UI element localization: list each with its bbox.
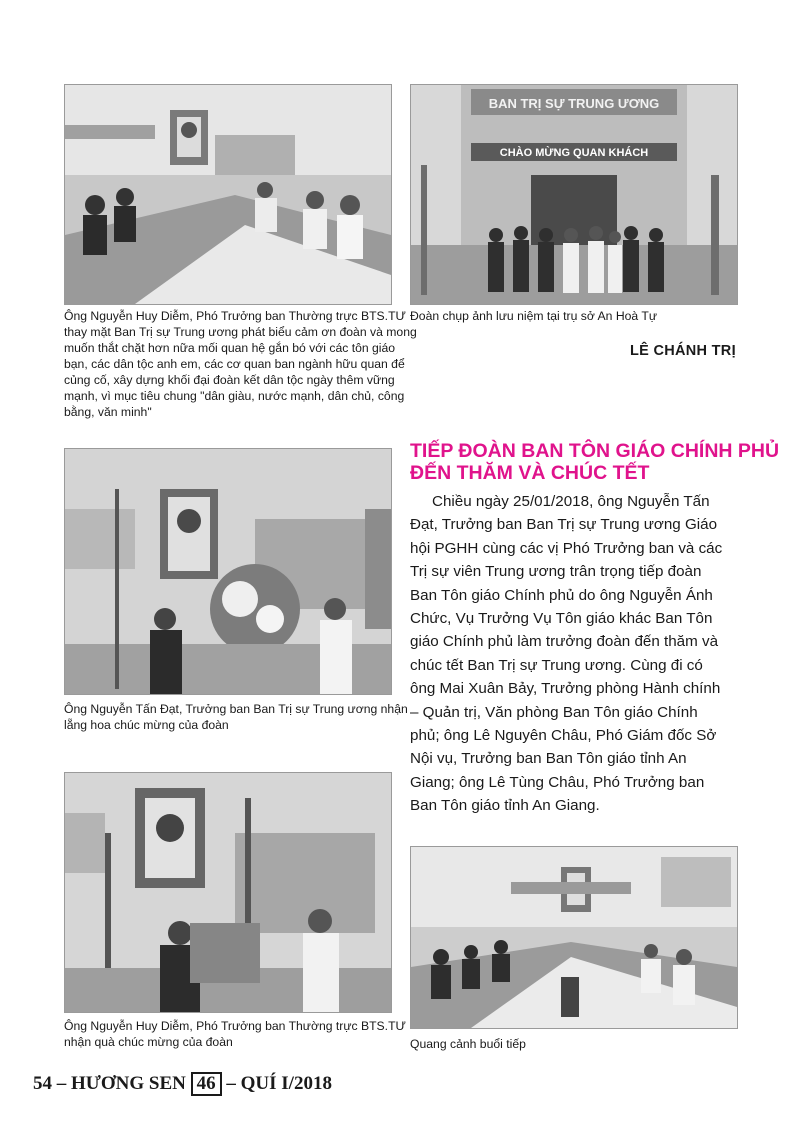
quarter-label: – QUÍ I/2018: [226, 1073, 332, 1094]
caption-flower-basket: Ông Nguyễn Tấn Đạt, Trưởng ban Ban Trị sự Trung ương nhận lẵng hoa chúc mừng của đoàn: [64, 702, 408, 732]
issue-number: 46: [191, 1072, 222, 1096]
caption-gift-presentation: Ông Nguyễn Huy Diễm, Phó Trưởng ban Thường trực BTS.TƯ nhận quà chúc mừng của đoàn: [64, 1019, 406, 1049]
gift-presentation-photo: [64, 772, 392, 1013]
page-number: 54: [33, 1073, 52, 1094]
caption-group-photo: Đoàn chụp ảnh lưu niệm tại trụ sở An Hoà Tự: [410, 309, 657, 323]
caption-reception-scene: Quang cảnh buổi tiếp: [410, 1037, 526, 1051]
page-footer: [33, 1072, 332, 1096]
article-body: Chiều ngày 25/01/2018, ông Nguyễn Tấn Đạt, Trưởng ban Ban Trị sự Trung ương Giáo hội PGHH cùng các vị Phó Trưởng ban và các Trị sự viên Trung ương trân trọng tiếp đoàn Ban Tôn giáo Chính phủ do ông Nguyễn Ánh Chức, Vụ Trưởng Vụ Tôn giáo khác Ban Tôn giáo Chính phủ làm trưởng đoàn đến thăm và chúc tết Ban Trị sự Trung ương. Cùng đi có ông Mai Xuân Bảy, Trưởng phòng Hành chính – Quản trị, Văn phòng Ban Tôn giáo Chính phủ; ông Lê Nguyên Châu, Phó Giám đốc Sở Nội vụ, Trưởng ban Ban Tôn giáo tỉnh An Giang; ông Lê Tùng Châu, Phó Trưởng ban Ban Tôn giáo tỉnh An Giang.: [410, 493, 723, 815]
magazine-name: – HƯƠNG SEN: [56, 1073, 186, 1094]
meeting-room-photo: [64, 84, 392, 305]
welcome-banner-text: CHÀO MỪNG QUAN KHÁCH: [499, 147, 649, 159]
headquarters-group-photo: [410, 84, 738, 305]
headquarters-sign-text: BAN TRỊ SỰ TRUNG ƯƠNG: [488, 96, 660, 111]
article-headline: TIẾP ĐOÀN BAN TÔN GIÁO CHÍNH PHỦ ĐẾN THĂM VÀ CHÚC TẾT: [410, 440, 780, 484]
flower-basket-photo: [64, 448, 392, 695]
caption-meeting-room: Ông Nguyễn Huy Diễm, Phó Trưởng ban Thường trực BTS.TƯ thay mặt Ban Trị sự Trung ương phát biểu cảm ơn đoàn và mong muốn thắt chặt hơn nữa mối quan hệ gắn bó với các tôn giáo bạn, các dân tộc anh em, các cơ quan ban ngành hữu quan để củng cố, xây dựng khối đại đoàn kết dân tộc ngày thêm vững mạnh, vì mục tiêu chung "dân giàu, nước mạnh, dân chủ, công bằng, văn minh": [64, 309, 417, 419]
reception-scene-photo: [410, 846, 738, 1029]
author-name: LÊ CHÁNH TRỊ: [630, 343, 736, 359]
